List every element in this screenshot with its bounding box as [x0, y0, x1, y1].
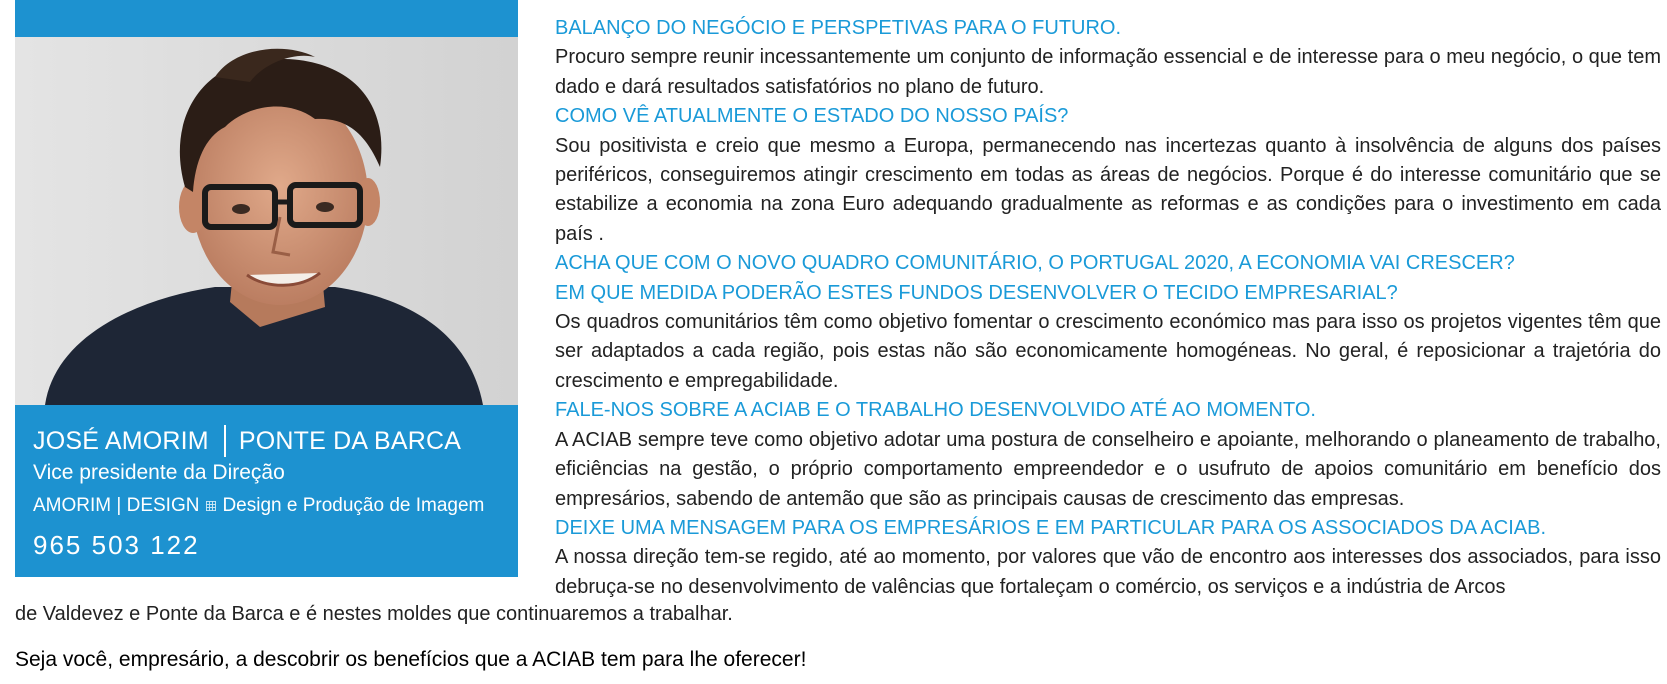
closing-message: Seja você, empresário, a descobrir os benefícios que a ACIAB tem para lhe oferecer! [15, 648, 807, 671]
answer-4: A ACIAB sempre teve como objetivo adotar uma postura de conselheiro e apoiante, melhorando o planeamento de trabalho, eficiências na gestão, o próprio comportamento empreendedor e o usufruto de apoios comunitário em benefício dos empresários, sabendo de antemão que são as principais causas de crescimento das empresas. [555, 428, 1661, 510]
profile-info-panel [15, 405, 518, 577]
company-activity: Design e Produção de Imagem [222, 495, 485, 516]
grid-bullet-icon [206, 501, 216, 511]
answer-3: Os quadros comunitários têm como objetivo fomentar o crescimento económico mas para isso os projetos vigentes têm que ser adaptados a cada região, pois estas não são economicamente homogéneas. No geral, é reposicionar a trajetória do crescimento e empregabilidade. [555, 311, 1661, 392]
portrait-photo [15, 37, 518, 405]
answer-5: A nossa direção tem-se regido, até ao momento, por valores que vão de encontro aos interesses dos associados, para isso debruça-se no desenvolvimento de valências que fortaleçam o comércio, os serviços e a indústria de Arcos [555, 546, 1661, 598]
profile-role: Vice presidente da Direção [33, 461, 285, 484]
name-line [33, 425, 461, 457]
question-3a: ACHA QUE COM O NOVO QUADRO COMUNITÁRIO, O PORTUGAL 2020, A ECONOMIA VAI CRESCER? [555, 252, 1515, 275]
question-5: DEIXE UMA MENSAGEM PARA OS EMPRESÁRIOS E EM PARTICULAR PARA OS ASSOCIADOS DA ACIAB. [555, 516, 1547, 539]
question-2: COMO VÊ ATUALMENTE O ESTADO DO NOSSO PAÍS? [555, 105, 1069, 128]
card-top-band [15, 0, 518, 37]
profile-location: PONTE DA BARCA [238, 426, 462, 455]
question-1: BALANÇO DO NEGÓCIO E PERSPETIVAS PARA O FUTURO. [555, 17, 1122, 39]
profile-card [15, 0, 518, 577]
name-separator [224, 425, 226, 457]
question-4: FALE-NOS SOBRE A ACIAB E O TRABALHO DESENVOLVIDO ATÉ AO MOMENTO. [555, 399, 1316, 422]
answer-2: Sou positivista e creio que mesmo a Europa, permanecendo nas incertezas quanto à insolvência de alguns dos países periféricos, conseguiremos atingir crescimento em todas as áreas de negócios. Porque é do interesse comunitário que se estabilize a economia na zona Euro adequando gradualmente as reformas e as condições para o investimento em cada país . [555, 134, 1661, 245]
interview-article [555, 14, 1661, 602]
profile-phone: 965 503 122 [33, 530, 200, 560]
question-3b: EM QUE MEDIDA PODERÃO ESTES FUNDOS DESENVOLVER O TECIDO EMPRESARIAL? [555, 281, 1398, 304]
profile-name: JOSÉ AMORIM [33, 426, 209, 455]
answer-1: Procuro sempre reunir incessantemente um conjunto de informação essencial e de interesse para o meu negócio, o que tem dado e dará resultados satisfatórios no plano de futuro. [555, 46, 1661, 98]
company-name: AMORIM | DESIGN [33, 495, 200, 516]
company-line [33, 495, 484, 517]
answer-5-continued: de Valdevez e Ponte da Barca e é nestes moldes que continuaremos a trabalhar. [15, 603, 733, 625]
